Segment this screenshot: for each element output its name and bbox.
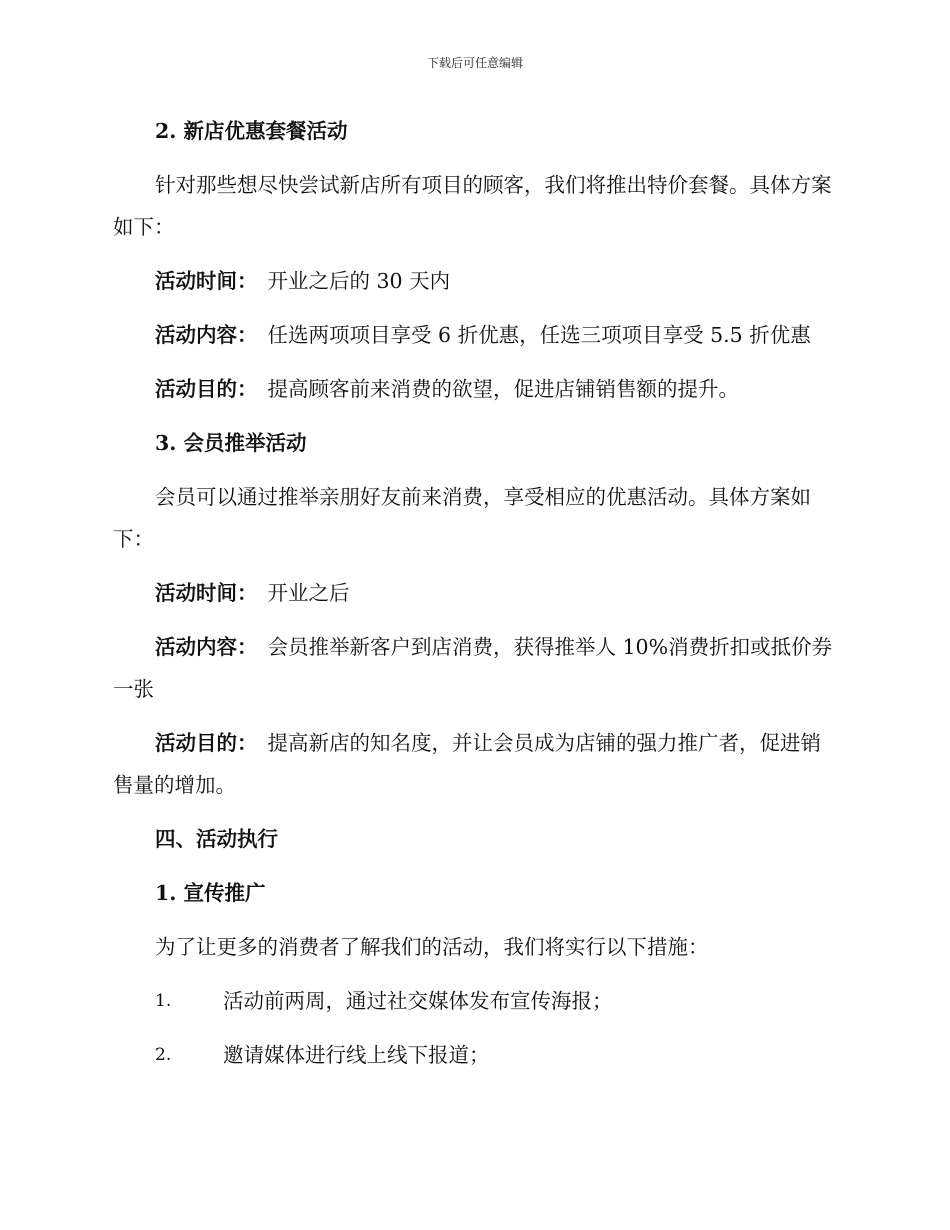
field-value: 任选两项项目享受 6 折优惠，任选三项项目享受 5.5 折优惠	[267, 323, 811, 347]
paragraph-referral-intro: 会员可以通过推举亲朋好友前来消费，享受相应的优惠活动。具体方案如下：	[113, 485, 811, 551]
field-label: 活动内容：	[155, 323, 258, 347]
field-referral-time	[113, 572, 835, 614]
list-item-text: 活动前两周，通过社交媒体发布宣传海报；	[223, 989, 613, 1013]
section-heading-execution: 四、活动执行	[155, 827, 278, 851]
section-heading-package: 2. 新店优惠套餐活动	[155, 119, 348, 143]
list-item	[113, 1034, 835, 1076]
field-value: 会员推举新客户到店消费，获得推举人 10%消费折扣或抵价券一张	[113, 635, 833, 701]
field-referral-goal	[113, 722, 835, 806]
field-label: 活动时间：	[155, 269, 258, 293]
section-heading-referral: 3. 会员推举活动	[155, 431, 307, 455]
field-label: 活动内容：	[155, 635, 258, 659]
field-label: 活动目的：	[155, 731, 258, 755]
field-package-goal	[113, 368, 835, 410]
list-item-text: 邀请媒体进行线上线下报道；	[223, 1043, 490, 1067]
field-value: 开业之后	[267, 581, 350, 605]
field-value: 开业之后的 30 天内	[267, 269, 451, 293]
list-item	[113, 980, 835, 1022]
subsection-heading-promotion: 1. 宣传推广	[155, 881, 266, 905]
page-header: 下载后可任意编辑	[426, 56, 523, 70]
field-label: 活动时间：	[155, 581, 258, 605]
field-value: 提高顾客前来消费的欲望，促进店铺销售额的提升。	[267, 377, 739, 401]
field-package-content	[113, 314, 835, 356]
document-body	[113, 110, 835, 1088]
field-referral-content	[113, 626, 835, 710]
paragraph-promotion-intro: 为了让更多的消费者了解我们的活动，我们将实行以下措施：	[155, 935, 709, 959]
paragraph-package-intro: 针对那些想尽快尝试新店所有项目的顾客，我们将推出特价套餐。具体方案如下：	[113, 173, 832, 239]
field-package-time	[113, 260, 835, 302]
field-value: 提高新店的知名度，并让会员成为店铺的强力推广者，促进销售量的增加。	[113, 731, 821, 797]
list-item-number: 1.	[155, 991, 172, 1011]
field-label: 活动目的：	[155, 377, 258, 401]
list-item-number: 2.	[155, 1045, 172, 1065]
